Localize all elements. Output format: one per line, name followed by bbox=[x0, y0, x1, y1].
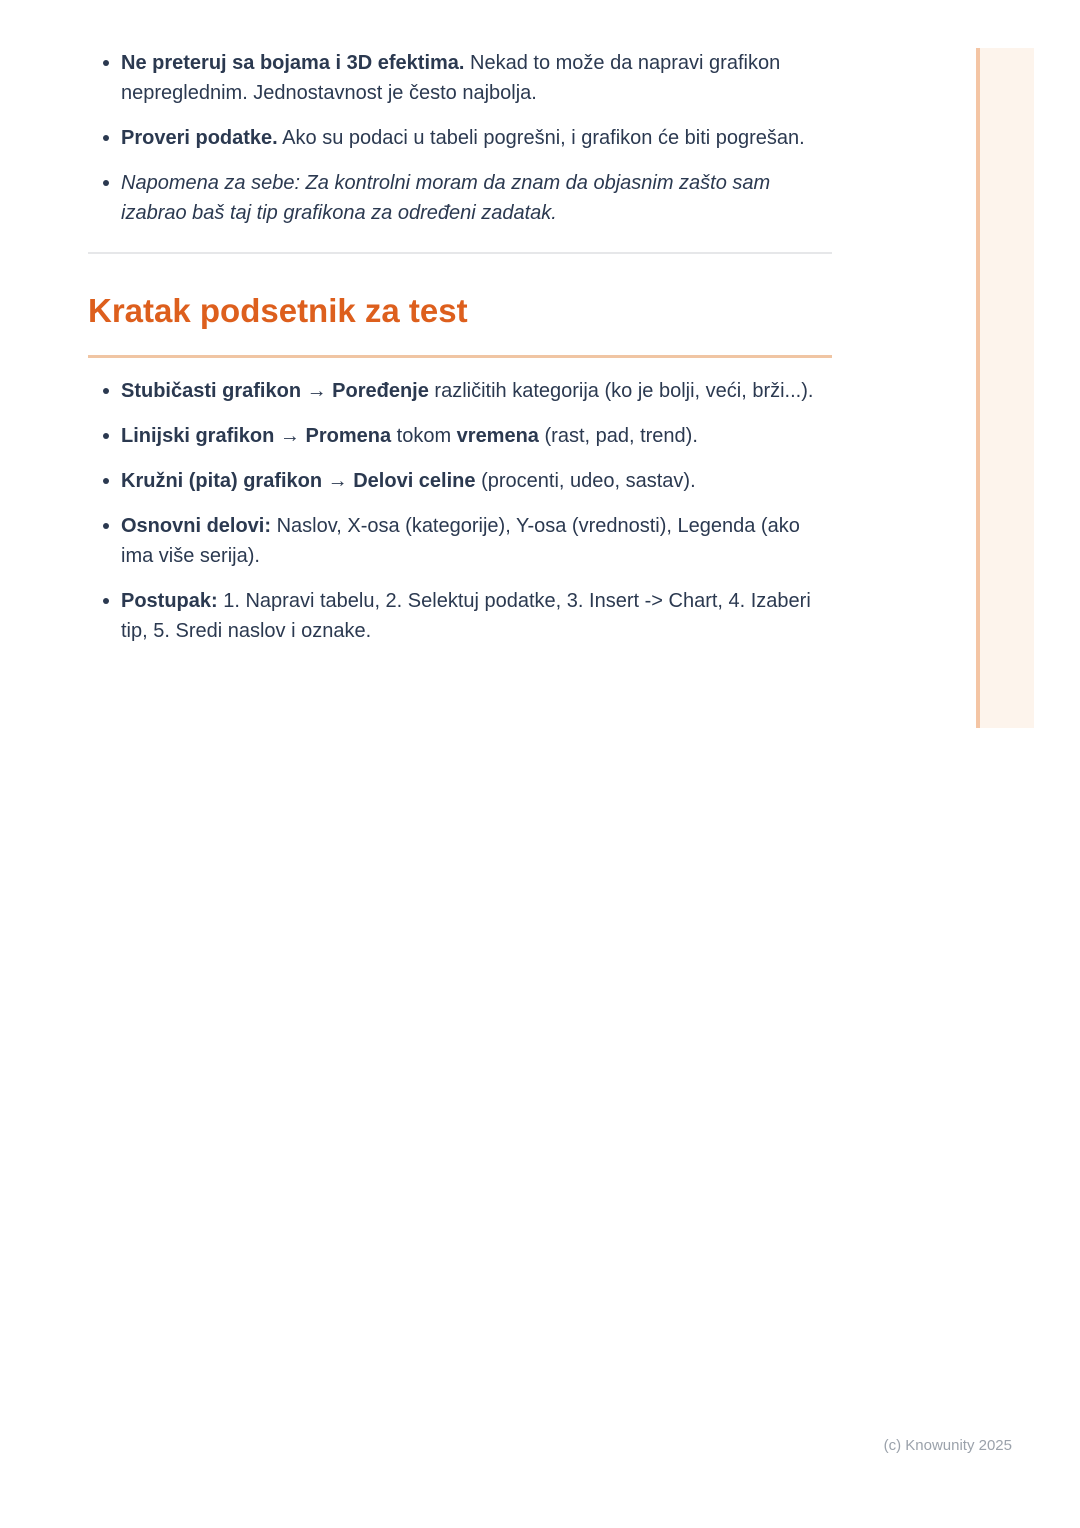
list-item bbox=[88, 511, 832, 571]
text-segment: 1. Napravi tabelu, 2. Selektuj podatke, 3. Insert -> Chart, 4. Izaberi tip, 5. Sredi naslov i oznake. bbox=[121, 590, 811, 642]
text-segment: Delovi celine bbox=[353, 470, 476, 492]
text-segment: Ne preteruj sa bojama i 3D efektima. bbox=[121, 52, 465, 74]
text-segment: Stubičasti grafikon bbox=[121, 380, 302, 402]
content-column bbox=[88, 48, 832, 661]
text-segment: Osnovni delovi: bbox=[121, 515, 272, 537]
text-segment: Proveri podatke. bbox=[121, 127, 278, 149]
list-item bbox=[88, 123, 832, 153]
list-item bbox=[88, 376, 832, 406]
text-segment: Promena bbox=[305, 425, 392, 447]
summary-list bbox=[88, 376, 832, 646]
text-segment: Kružni (pita) grafikon bbox=[121, 470, 323, 492]
list-item bbox=[88, 586, 832, 646]
text-segment: (rast, pad, trend). bbox=[538, 425, 698, 447]
footer-copyright: (c) Knowunity 2025 bbox=[883, 1437, 1012, 1454]
text-segment: tokom bbox=[391, 425, 457, 447]
text-segment: Napomena za sebe: Za kontrolni moram da znam da objasnim zašto sam izabrao baš taj tip grafikona za određeni zadatak. bbox=[121, 172, 771, 224]
text-segment: → bbox=[301, 380, 333, 402]
text-segment: Ako su podaci u tabeli pogrešni, i grafikon će biti pogrešan. bbox=[277, 127, 805, 149]
text-segment: Nekad to može da napravi grafikon nepreglednim. Jednostavnost je često najbolja. bbox=[121, 52, 781, 104]
list-item bbox=[88, 48, 832, 108]
list-item bbox=[88, 421, 832, 451]
section-title: Kratak podsetnik za test bbox=[88, 292, 468, 329]
text-segment: Linijski grafikon bbox=[121, 425, 275, 447]
list-item bbox=[88, 466, 832, 496]
list-item bbox=[88, 168, 832, 228]
section-divider bbox=[88, 252, 832, 254]
text-segment: Postupak: bbox=[121, 590, 218, 612]
text-segment: vremena bbox=[456, 425, 539, 447]
section-title-underline bbox=[88, 355, 832, 358]
text-segment: Poređenje bbox=[332, 380, 429, 402]
page-edge-accent-bar bbox=[976, 48, 1034, 728]
text-segment: → bbox=[274, 425, 306, 447]
text-segment: (procenti, udeo, sastav). bbox=[475, 470, 696, 492]
text-segment: različitih kategorija (ko je bolji, veći, brži...). bbox=[428, 380, 814, 402]
tips-list bbox=[88, 48, 832, 228]
text-segment: Naslov, X-osa (kategorije), Y-osa (vrednosti), Legenda (ako ima više serija). bbox=[121, 515, 800, 567]
text-segment: → bbox=[322, 470, 354, 492]
